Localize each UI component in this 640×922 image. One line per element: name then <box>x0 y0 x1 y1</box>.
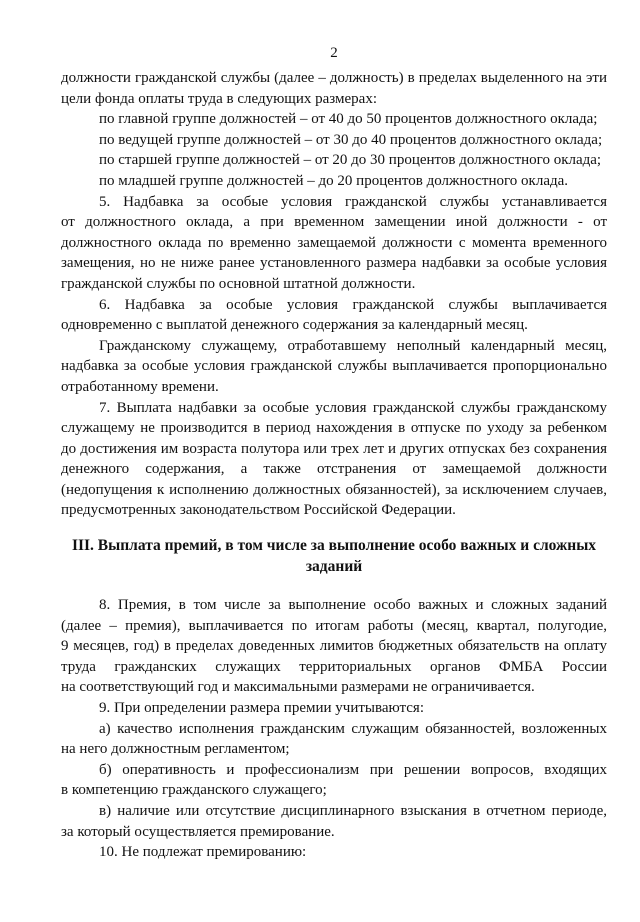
text-line: (недопущения к исполнению должностных обязанностей), за исключением случаев, <box>61 481 607 498</box>
text-line: по ведущей группе должностей – от 30 до 40 процентов должностного оклада; <box>99 131 603 148</box>
text-line: 9 месяцев, год) в пределах доведенных лимитов бюджетных обязательств на оплату <box>61 638 607 655</box>
text-block-2 <box>61 595 607 863</box>
text-line: предусмотренных законодательством Российской Федерации. <box>61 502 456 519</box>
text-line: а) качество исполнения гражданским служащим обязанностей, возложенных <box>99 720 607 737</box>
text-line: по старшей группе должностей – от 20 до 30 процентов должностного оклада; <box>99 152 602 169</box>
text-block-1 <box>61 68 607 521</box>
text-line: в) наличие или отсутствие дисциплинарного взыскания в отчетном периоде, <box>99 803 607 819</box>
text-line: на соответствующий год и максимальными размерами не ограничивается. <box>61 679 535 696</box>
text-line: труда гражданских служащих территориальных органов ФМБА России <box>61 658 607 675</box>
text-line: должности гражданской службы (далее – должность) в пределах выделенного на эти <box>61 70 607 86</box>
section-heading-line: III. Выплата премий, в том числе за выполнение особо важных и сложных <box>71 537 597 555</box>
section-heading-line: заданий <box>305 558 363 576</box>
text-line: по младшей группе должностей – до 20 процентов должностного оклада. <box>99 172 569 189</box>
text-line: в компетенцию гражданского служащего; <box>61 782 327 799</box>
text-line: 8. Премия, в том числе за выполнение особо важных и сложных заданий <box>99 597 607 614</box>
text-line: отработанному времени. <box>61 378 219 395</box>
text-line: 5. Надбавка за особые условия гражданской службы устанавливается <box>99 193 607 210</box>
text-line: надбавка за особые условия гражданской службы выплачивается пропорционально <box>61 358 607 375</box>
text-line: по главной группе должностей – от 40 до 50 процентов должностного оклада; <box>99 111 598 128</box>
section-heading <box>61 535 607 577</box>
text-line: 9. При определении размера премии учитываются: <box>99 700 424 717</box>
text-line: на него должностным регламентом; <box>61 741 290 758</box>
text-line: 7. Выплата надбавки за особые условия гражданской службы гражданскому <box>99 399 607 416</box>
text-line: б) оперативность и профессионализм при решении вопросов, входящих <box>99 761 607 778</box>
text-line: до достижения им возраста полутора или трех лет и других отпусках без сохранения <box>61 440 607 457</box>
text-line: за который осуществляется премирование. <box>61 823 335 840</box>
text-line: должностного оклада по временно замещаемой должности с момента временного <box>61 234 607 251</box>
text-line: от должностного оклада, а при временном замещении иной должности - от <box>61 214 607 231</box>
text-line: цели фонда оплаты труда в следующих размерах: <box>61 90 377 107</box>
page-number: 2 <box>330 45 338 61</box>
text-line: замещения, но не ниже ранее установленного размера надбавки за особые условия <box>61 255 607 272</box>
text-line: Гражданскому служащему, отработавшему неполный календарный месяц, <box>99 337 607 354</box>
text-line: 10. Не подлежат премированию: <box>99 844 307 861</box>
text-line: гражданской службы по основной штатной должности. <box>61 275 416 292</box>
text-line: 6. Надбавка за особые условия гражданской службы выплачивается <box>99 296 607 313</box>
text-line: (далее – премия), выплачивается по итогам работы (месяц, квартал, полугодие, <box>61 617 607 634</box>
text-line: одновременно с выплатой денежного содержания за календарный месяц. <box>61 317 528 334</box>
text-line: служащему не производится в период нахождения в отпуске по уходу за ребенком <box>61 420 607 437</box>
text-line: денежного содержания, а также отстранения от замещаемой должности <box>61 461 607 478</box>
